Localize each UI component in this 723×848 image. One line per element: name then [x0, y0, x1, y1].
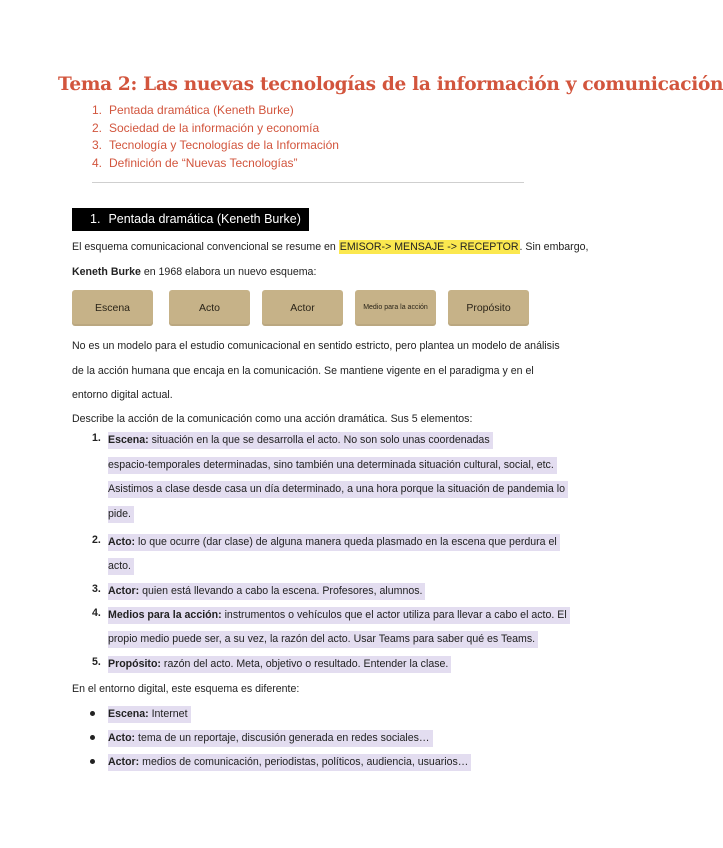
list-term: Propósito: — [108, 658, 161, 670]
list-term: Actor: — [108, 585, 140, 597]
list-line: espacio-temporales determinadas, sino también una determinada situación cultural, social, etc. — [108, 457, 557, 474]
list-number: 2. — [92, 534, 101, 546]
intro-highlight: EMISOR-> MENSAJE -> RECEPTOR — [339, 241, 519, 253]
bullet-term: Escena: — [108, 708, 149, 720]
list-text: lo que ocurre (dar clase) de alguna manera queda plasmado en la escena que perdura el — [135, 536, 557, 548]
bullet-term: Actor: — [108, 756, 140, 768]
pentad-box-acto: Acto — [169, 290, 250, 326]
list-line — [108, 607, 570, 624]
list-number: 5. — [92, 656, 101, 668]
section-number: 1. — [90, 212, 101, 226]
paragraph-line: No es un modelo para el estudio comunicacional en sentido estricto, pero plantea un modelo de análisis — [72, 340, 560, 352]
bullet-text: tema de un reportaje, discusión generada en redes sociales… — [135, 732, 430, 744]
toc-number: 2. — [92, 120, 103, 135]
toc-item — [92, 102, 339, 120]
list-number: 4. — [92, 607, 101, 619]
toc-number: 3. — [92, 138, 103, 152]
list-term: Acto: — [108, 536, 136, 548]
bullet-term: Acto: — [108, 732, 136, 744]
toc-label: Tecnología y Tecnologías de la Información — [109, 138, 339, 152]
list-number: 1. — [92, 432, 101, 444]
list-line: pide. — [108, 506, 134, 523]
paragraph-line: de la acción humana que encaja en la comunicación. Se mantiene vigente en el paradigma y en el — [72, 365, 534, 377]
bullet-icon — [90, 711, 95, 716]
intro-line — [72, 241, 588, 253]
list-line: acto. — [108, 558, 134, 575]
list-number: 3. — [92, 583, 101, 595]
toc-label: Pentada dramática (Keneth Burke) — [109, 103, 294, 117]
intro-suffix: . Sin embargo, — [519, 241, 589, 253]
toc-label: Sociedad de la información y economía — [109, 120, 320, 135]
list-line — [108, 583, 425, 600]
toc-number: 1. — [92, 103, 103, 117]
bullet-line — [108, 754, 471, 771]
list-line — [108, 534, 560, 551]
pentad-box-escena: Escena — [72, 290, 153, 326]
pentad-box-actor: Actor — [262, 290, 343, 326]
divider — [92, 182, 524, 183]
list-line — [108, 656, 451, 673]
list-line: Asistimos a clase desde casa un día determinado, a una hora porque la situación de pandemia lo — [108, 481, 568, 498]
toc-label: Definición de “Nuevas Tecnologías” — [109, 155, 298, 170]
section-heading — [72, 208, 309, 231]
intro-prefix: El esquema comunicacional convencional se resume en — [72, 241, 339, 253]
table-of-contents — [92, 102, 339, 172]
burke-name: Keneth Burke — [72, 266, 141, 278]
list-text: quien está llevando a cabo la escena. Profesores, alumnos. — [139, 585, 423, 597]
section-label: Pentada dramática (Keneth Burke) — [108, 212, 301, 226]
bullet-line — [108, 730, 433, 747]
list-line: propio medio puede ser, a su vez, la razón del acto. Usar Teams para saber qué es Teams. — [108, 631, 538, 648]
list-text: situación en la que se desarrolla el acto. No son solo unas coordenadas — [148, 434, 490, 446]
list-line — [108, 432, 493, 449]
toc-item — [92, 155, 339, 173]
page-title: Tema 2: Las nuevas tecnologías de la información y comunicación — [58, 74, 723, 95]
list-text: instrumentos o vehículos que el actor utiliza para llevar a cabo el acto. El — [221, 609, 567, 621]
pentad-diagram — [72, 290, 532, 326]
pentad-box-proposito: Propósito — [448, 290, 529, 326]
toc-item — [92, 137, 339, 155]
paragraph-line: entorno digital actual. — [72, 389, 173, 401]
bullet-line — [108, 706, 191, 723]
toc-number: 4. — [92, 155, 103, 170]
list-term: Medios para la acción: — [108, 609, 222, 621]
describe-line: Describe la acción de la comunicación como una acción dramática. Sus 5 elementos: — [72, 413, 473, 425]
list-term: Escena: — [108, 434, 149, 446]
list-text: razón del acto. Meta, objetivo o resultado. Entender la clase. — [160, 658, 449, 670]
bullet-icon — [90, 735, 95, 740]
bullet-text: Internet — [148, 708, 188, 720]
bullet-icon — [90, 759, 95, 764]
toc-item — [92, 120, 339, 138]
pentad-box-medio: Medio para la acción — [355, 290, 436, 326]
digital-line: En el entorno digital, este esquema es diferente: — [72, 683, 300, 695]
burke-line — [72, 266, 316, 278]
burke-rest: en 1968 elabora un nuevo esquema: — [140, 266, 317, 278]
bullet-text: medios de comunicación, periodistas, políticos, audiencia, usuarios… — [139, 756, 469, 768]
